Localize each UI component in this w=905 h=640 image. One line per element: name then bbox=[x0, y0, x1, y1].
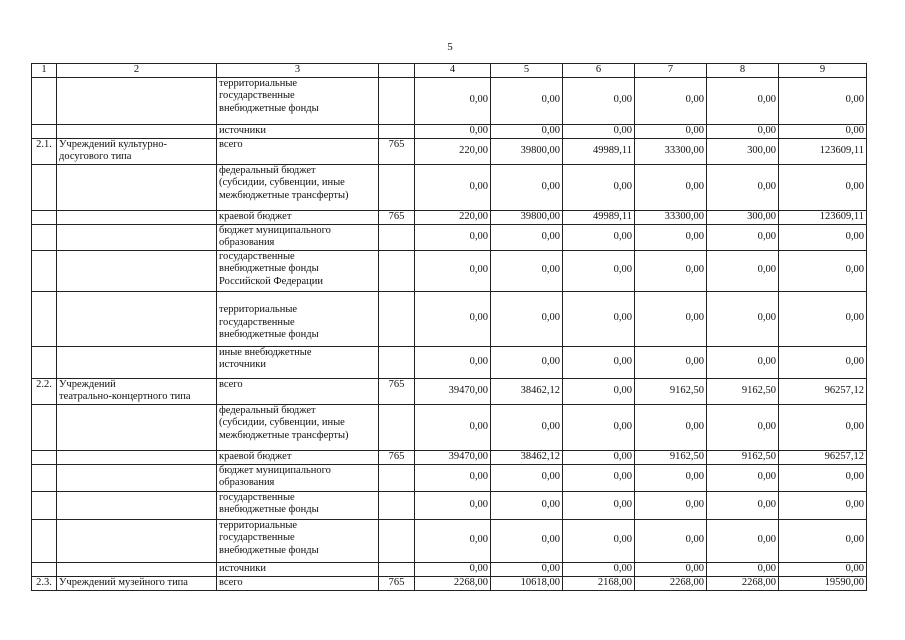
amount-cell: 0,00 bbox=[635, 124, 707, 138]
funding-source-cell: источники bbox=[217, 124, 379, 138]
column-header: 6 bbox=[563, 64, 635, 78]
table-row bbox=[32, 464, 867, 491]
amount-cell: 0,00 bbox=[779, 562, 867, 576]
funding-source-cell: всего bbox=[217, 378, 379, 404]
amount-cell: 49989,11 bbox=[563, 138, 635, 164]
amount-cell: 10618,00 bbox=[491, 576, 563, 590]
amount-cell: 0,00 bbox=[635, 346, 707, 378]
amount-cell: 300,00 bbox=[707, 138, 779, 164]
budget-code-cell: 765 bbox=[379, 378, 415, 404]
row-index-cell bbox=[32, 346, 57, 378]
amount-cell: 2268,00 bbox=[415, 576, 491, 590]
amount-cell: 0,00 bbox=[635, 519, 707, 562]
amount-cell: 0,00 bbox=[779, 519, 867, 562]
amount-cell: 0,00 bbox=[491, 346, 563, 378]
funding-source-cell: государственные внебюджетные фонды Российской Федерации bbox=[217, 250, 379, 291]
amount-cell: 0,00 bbox=[707, 291, 779, 346]
amount-cell: 0,00 bbox=[779, 404, 867, 450]
amount-cell: 0,00 bbox=[491, 124, 563, 138]
amount-cell: 0,00 bbox=[707, 224, 779, 250]
row-index-cell bbox=[32, 450, 57, 464]
table-row bbox=[32, 250, 867, 291]
amount-cell: 19590,00 bbox=[779, 576, 867, 590]
amount-cell: 0,00 bbox=[635, 224, 707, 250]
row-index-cell: 2.2. bbox=[32, 378, 57, 404]
table-row bbox=[32, 164, 867, 210]
table-row bbox=[32, 576, 867, 590]
amount-cell: 0,00 bbox=[415, 164, 491, 210]
budget-code-cell bbox=[379, 562, 415, 576]
amount-cell: 0,00 bbox=[491, 464, 563, 491]
institution-type-cell: Учреждений театрально-концертного типа bbox=[57, 378, 217, 404]
amount-cell: 0,00 bbox=[779, 291, 867, 346]
table-row bbox=[32, 378, 867, 404]
amount-cell: 0,00 bbox=[415, 562, 491, 576]
institution-type-cell bbox=[57, 464, 217, 491]
institution-type-cell bbox=[57, 450, 217, 464]
amount-cell: 0,00 bbox=[563, 464, 635, 491]
table-row bbox=[32, 346, 867, 378]
funding-source-cell: иные внебюджетные источники bbox=[217, 346, 379, 378]
column-header-code bbox=[379, 64, 415, 78]
amount-cell: 0,00 bbox=[707, 250, 779, 291]
amount-cell: 96257,12 bbox=[779, 378, 867, 404]
amount-cell: 0,00 bbox=[491, 562, 563, 576]
amount-cell: 0,00 bbox=[635, 404, 707, 450]
institution-type-cell bbox=[57, 164, 217, 210]
budget-code-cell: 765 bbox=[379, 576, 415, 590]
funding-source-cell: бюджет муниципального образования bbox=[217, 224, 379, 250]
row-index-cell bbox=[32, 124, 57, 138]
amount-cell: 0,00 bbox=[779, 77, 867, 124]
institution-type-cell bbox=[57, 210, 217, 224]
amount-cell: 0,00 bbox=[415, 491, 491, 519]
row-index-cell bbox=[32, 491, 57, 519]
institution-type-cell: Учреждений музейного типа bbox=[57, 576, 217, 590]
amount-cell: 0,00 bbox=[779, 464, 867, 491]
column-header: 7 bbox=[635, 64, 707, 78]
budget-code-cell bbox=[379, 224, 415, 250]
amount-cell: 9162,50 bbox=[635, 378, 707, 404]
institution-type-cell bbox=[57, 250, 217, 291]
row-index-cell bbox=[32, 77, 57, 124]
amount-cell: 0,00 bbox=[563, 224, 635, 250]
budget-code-cell: 765 bbox=[379, 210, 415, 224]
institution-type-cell bbox=[57, 404, 217, 450]
table-row bbox=[32, 562, 867, 576]
budget-code-cell bbox=[379, 124, 415, 138]
institution-type-cell: Учреждений культурно- досугового типа bbox=[57, 138, 217, 164]
amount-cell: 0,00 bbox=[707, 346, 779, 378]
budget-code-cell bbox=[379, 404, 415, 450]
amount-cell: 9162,50 bbox=[707, 378, 779, 404]
funding-source-cell: краевой бюджет bbox=[217, 450, 379, 464]
column-header: 9 bbox=[779, 64, 867, 78]
funding-source-cell: источники bbox=[217, 562, 379, 576]
amount-cell: 300,00 bbox=[707, 210, 779, 224]
funding-source-cell: федеральный бюджет (субсидии, субвенции, иные межбюджетные трансферты) bbox=[217, 164, 379, 210]
row-index-cell bbox=[32, 210, 57, 224]
amount-cell: 0,00 bbox=[635, 562, 707, 576]
amount-cell: 0,00 bbox=[415, 124, 491, 138]
amount-cell: 123609,11 bbox=[779, 210, 867, 224]
funding-source-cell: территориальные государственные внебюджетные фонды bbox=[217, 519, 379, 562]
amount-cell: 0,00 bbox=[563, 404, 635, 450]
budget-code-cell bbox=[379, 250, 415, 291]
amount-cell: 0,00 bbox=[707, 562, 779, 576]
amount-cell: 9162,50 bbox=[635, 450, 707, 464]
institution-type-cell bbox=[57, 77, 217, 124]
amount-cell: 39800,00 bbox=[491, 210, 563, 224]
column-header: 8 bbox=[707, 64, 779, 78]
institution-type-cell bbox=[57, 562, 217, 576]
row-index-cell bbox=[32, 164, 57, 210]
funding-source-cell: территориальные государственные внебюджетные фонды bbox=[217, 77, 379, 124]
table-row bbox=[32, 404, 867, 450]
institution-type-cell bbox=[57, 519, 217, 562]
row-index-cell bbox=[32, 464, 57, 491]
row-index-cell bbox=[32, 404, 57, 450]
amount-cell: 0,00 bbox=[635, 164, 707, 210]
amount-cell: 0,00 bbox=[491, 491, 563, 519]
amount-cell: 0,00 bbox=[635, 491, 707, 519]
table-row bbox=[32, 124, 867, 138]
amount-cell: 0,00 bbox=[779, 250, 867, 291]
table-row bbox=[32, 77, 867, 124]
amount-cell: 0,00 bbox=[563, 250, 635, 291]
amount-cell: 0,00 bbox=[707, 77, 779, 124]
amount-cell: 0,00 bbox=[779, 346, 867, 378]
amount-cell: 0,00 bbox=[779, 164, 867, 210]
amount-cell: 39800,00 bbox=[491, 138, 563, 164]
amount-cell: 0,00 bbox=[707, 404, 779, 450]
table-row bbox=[32, 519, 867, 562]
amount-cell: 0,00 bbox=[415, 346, 491, 378]
amount-cell: 0,00 bbox=[635, 464, 707, 491]
amount-cell: 0,00 bbox=[635, 250, 707, 291]
amount-cell: 0,00 bbox=[415, 77, 491, 124]
amount-cell: 0,00 bbox=[415, 224, 491, 250]
amount-cell: 0,00 bbox=[491, 291, 563, 346]
amount-cell: 0,00 bbox=[563, 491, 635, 519]
amount-cell: 0,00 bbox=[415, 519, 491, 562]
amount-cell: 123609,11 bbox=[779, 138, 867, 164]
budget-code-cell bbox=[379, 77, 415, 124]
amount-cell: 33300,00 bbox=[635, 138, 707, 164]
budget-code-cell bbox=[379, 491, 415, 519]
funding-source-cell: всего bbox=[217, 576, 379, 590]
column-number-header-row bbox=[32, 64, 867, 78]
amount-cell: 0,00 bbox=[563, 378, 635, 404]
budget-code-cell bbox=[379, 519, 415, 562]
amount-cell: 0,00 bbox=[707, 519, 779, 562]
amount-cell: 0,00 bbox=[491, 250, 563, 291]
amount-cell: 0,00 bbox=[779, 224, 867, 250]
institution-type-cell bbox=[57, 491, 217, 519]
amount-cell: 96257,12 bbox=[779, 450, 867, 464]
column-header: 4 bbox=[415, 64, 491, 78]
funding-source-cell: всего bbox=[217, 138, 379, 164]
amount-cell: 0,00 bbox=[415, 404, 491, 450]
table-row bbox=[32, 291, 867, 346]
amount-cell: 2268,00 bbox=[707, 576, 779, 590]
amount-cell: 39470,00 bbox=[415, 450, 491, 464]
amount-cell: 33300,00 bbox=[635, 210, 707, 224]
amount-cell: 0,00 bbox=[707, 491, 779, 519]
funding-source-cell: государственные внебюджетные фонды bbox=[217, 491, 379, 519]
amount-cell: 0,00 bbox=[707, 164, 779, 210]
table-row bbox=[32, 138, 867, 164]
budget-code-cell bbox=[379, 346, 415, 378]
budget-code-cell bbox=[379, 164, 415, 210]
amount-cell: 0,00 bbox=[491, 404, 563, 450]
column-header: 2 bbox=[57, 64, 217, 78]
amount-cell: 0,00 bbox=[491, 224, 563, 250]
amount-cell: 0,00 bbox=[491, 519, 563, 562]
table-row bbox=[32, 224, 867, 250]
budget-code-cell bbox=[379, 291, 415, 346]
table-row bbox=[32, 210, 867, 224]
amount-cell: 0,00 bbox=[707, 124, 779, 138]
budget-table bbox=[31, 63, 867, 591]
amount-cell: 0,00 bbox=[563, 164, 635, 210]
amount-cell: 0,00 bbox=[491, 164, 563, 210]
page-number: 5 bbox=[447, 41, 453, 53]
amount-cell: 0,00 bbox=[563, 77, 635, 124]
budget-code-cell bbox=[379, 464, 415, 491]
amount-cell: 0,00 bbox=[563, 124, 635, 138]
amount-cell: 38462,12 bbox=[491, 450, 563, 464]
amount-cell: 0,00 bbox=[635, 77, 707, 124]
amount-cell: 0,00 bbox=[415, 464, 491, 491]
funding-source-cell: федеральный бюджет (субсидии, субвенции, иные межбюджетные трансферты) bbox=[217, 404, 379, 450]
row-index-cell bbox=[32, 519, 57, 562]
amount-cell: 9162,50 bbox=[707, 450, 779, 464]
funding-source-cell: территориальные государственные внебюджетные фонды bbox=[217, 291, 379, 346]
amount-cell: 38462,12 bbox=[491, 378, 563, 404]
amount-cell: 0,00 bbox=[563, 519, 635, 562]
row-index-cell: 2.3. bbox=[32, 576, 57, 590]
amount-cell: 0,00 bbox=[707, 464, 779, 491]
row-index-cell bbox=[32, 291, 57, 346]
budget-code-cell: 765 bbox=[379, 138, 415, 164]
budget-code-cell: 765 bbox=[379, 450, 415, 464]
amount-cell: 2268,00 bbox=[635, 576, 707, 590]
amount-cell: 0,00 bbox=[563, 346, 635, 378]
amount-cell: 49989,11 bbox=[563, 210, 635, 224]
institution-type-cell bbox=[57, 291, 217, 346]
amount-cell: 0,00 bbox=[779, 124, 867, 138]
funding-source-cell: краевой бюджет bbox=[217, 210, 379, 224]
row-index-cell bbox=[32, 250, 57, 291]
table-row bbox=[32, 450, 867, 464]
table-row bbox=[32, 491, 867, 519]
column-header: 5 bbox=[491, 64, 563, 78]
amount-cell: 0,00 bbox=[563, 450, 635, 464]
amount-cell: 0,00 bbox=[491, 77, 563, 124]
amount-cell: 0,00 bbox=[563, 291, 635, 346]
column-header: 3 bbox=[217, 64, 379, 78]
column-header: 1 bbox=[32, 64, 57, 78]
institution-type-cell bbox=[57, 124, 217, 138]
row-index-cell bbox=[32, 224, 57, 250]
amount-cell: 220,00 bbox=[415, 138, 491, 164]
amount-cell: 0,00 bbox=[415, 291, 491, 346]
amount-cell: 0,00 bbox=[563, 562, 635, 576]
funding-source-cell: бюджет муниципального образования bbox=[217, 464, 379, 491]
amount-cell: 0,00 bbox=[415, 250, 491, 291]
institution-type-cell bbox=[57, 346, 217, 378]
row-index-cell: 2.1. bbox=[32, 138, 57, 164]
institution-type-cell bbox=[57, 224, 217, 250]
amount-cell: 2168,00 bbox=[563, 576, 635, 590]
amount-cell: 39470,00 bbox=[415, 378, 491, 404]
amount-cell: 220,00 bbox=[415, 210, 491, 224]
amount-cell: 0,00 bbox=[635, 291, 707, 346]
row-index-cell bbox=[32, 562, 57, 576]
amount-cell: 0,00 bbox=[779, 491, 867, 519]
